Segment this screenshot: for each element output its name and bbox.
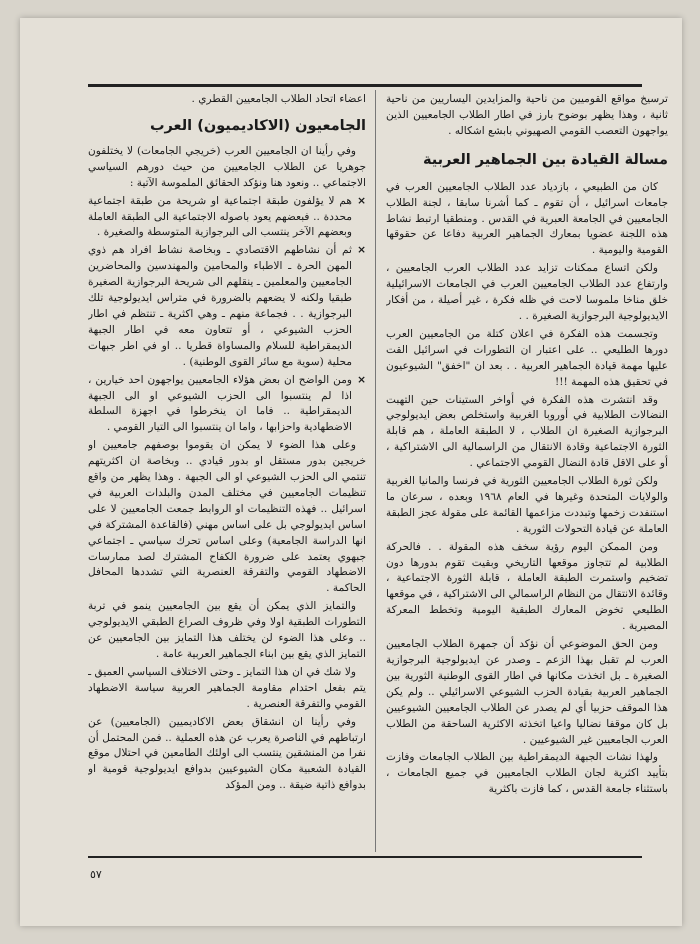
left-paragraph: وعلى هذا الضوء لا يمكن ان يقوموا بوصفهم جامعيين او خريجين بدور مستقل او بدور قيادي .. وبخاصة ان اكثريتهم تنتمي الى الحزب الشيوعي او الى الجبهة . وهذا يظهر من واقع تنظيمات الجامعيين في مختلف المدن والبلدات العربية في اسرائيل .. فهذه التنظيمات او الروابط جمعت الجامعيين لا على اساس ايديولوجي بل على اساس مهني (فالقاعدة المشتركة في انها الدراسة الجامعية) وعلى اساس تحرك سياسي ـ اجتماعي جبهوي يعتمد على ضرورة الكفاح المشترك لصد ممارسات الاضطهاد القومي والتفرقة العنصرية التي تشددها المحافل الحاكمة . [88, 439, 366, 595]
bullet-x-icon: × [357, 373, 366, 386]
right-paragraph: ولكن ثورة الطلاب الجامعيين الثورية في فرنسا والمانيا الغربية والولايات المتحدة وغيرها في العام ١٩٦٨ وبعده ، سرعان ما استنفدت زخمها وتبددت مزاعمها القائمة على مقولة عجز الطبقة العاملة عن قيادة التحولات الثورية . [386, 475, 668, 535]
left-intro-paragraph: وفي رأينا ان الجامعيين العرب (خريجي الجامعات) لا يختلفون جوهريا عن الطلاب الجامعيين من حيث دورهم السياسي الاجتماعي .. ونعود هنا ونؤكد الحقائق الملموسة الآتية : [88, 144, 366, 189]
top-rule [88, 84, 642, 87]
bullet-x-icon: × [357, 244, 366, 257]
list-item: × هم لا يؤلفون طبقة اجتماعية او شريحة من طبقة اجتماعية محددة .. فبعضهم يعود باصوله الاجتماعية الى الطبقة العاملة وبعضهم الآخر ينتسب الى البرجوازية المتوسطة والصغيرة . [88, 194, 366, 239]
left-column [88, 92, 366, 852]
magazine-page [20, 18, 682, 926]
left-paragraph: ولا شك في ان هذا التمايز ـ وحتى الاختلاف السياسي العميق ـ يتم بفعل احتدام مقاومة الجماهير العربية سياسة الاضطهاد القومي والتفرقة العنصرية . [88, 665, 366, 710]
page-number: ٥٧ [90, 868, 102, 881]
left-paragraph: والتمايز الذي يمكن أن يقع بين الجامعيين ينمو في تربة التطورات الطبقية اولا وفي ظروف الصراع الطبقي الايديولوجي .. وعلى هذا الضوء لن يختلف هذا التمايز بين الجامعيين عن التمايز الذي يقع بين ابناء الجماهير العربية عامة . [88, 600, 366, 660]
right-paragraph: ولهذا نشات الجبهة الديمقراطية بين الطلاب الجامعات وفازت بتأييد اكثرية لجان الطلاب الجامعيين في جميع الجامعات ، باستثناء جامعة القدس ، كما فازت باكثرية [386, 751, 668, 796]
right-paragraph: ولكن اتساع ممكنات تزايد عدد الطلاب العرب الجامعيين ، وارتفاع عدد الطلاب الجامعيين العرب في الجامعات الاسرائيلية خلق مناخا ملموسا لاحت في ظله فكرة ، غير أصيلة ، من أفكار الايديولوجية البرجوازية الصغيرة . . [386, 262, 668, 322]
list-item: × ثم أن نشاطهم الاقتصادي ـ وبخاصة نشاط افراد هم ذوي المهن الحرة ـ الاطباء والمحامين والمهندسين والمحاضرين الجامعيين والمعلمين ـ ينقلهم الى شريحة البرجوازية الصغيرة طبقيا ولكنه لا يضعهم بالضرورة في متراس ايديولوجية تلك البرجوازية . . فجماعة منهم ـ وهي اكثرية ـ تنتظم في اطار الحزب الشيوعي ، أو تتعاون معه في اطار الجبهة الديمقراطية للسلام والمساواة قطريا .. او في اطر جبهات محلية (سوية مع سائر القوى الوطنية) . [88, 244, 366, 368]
list-item: × ومن الواضح ان بعض هؤلاء الجامعيين يواجهون احد خيارين ، اذا لم ينتسبوا الى الحزب الشيوعي او الى الجبهة الديمقراطية .. فاما ان ينخرطوا في اجهزة السلطة الاضطهادية واحزابها ، واما ان ينتسبوا الى التيار القومي . [88, 373, 366, 434]
points-list [88, 194, 366, 437]
right-paragraph: ومن الحق الموضوعي أن نؤكد أن جمهرة الطلاب الجامعيين العرب لم تقبل بهذا الزعم ـ وصدر عن ايديولوجية البرجوازية الصغيرة ـ بل اتخذت مكانها في اطار القوى الوطنية الثورية بين الجماهير العربية بقيادة الحزب الشيوعي الاسرائيلي .. ولم يكن هذا الموقف حزبيا أي لم يصدر عن الطلاب الجامعيين الشيوعيين بل كان موقفا نضاليا واعيا اتخذته الاكثرية الساحقة من الطلاب العرب الجامعيين غير الشيوعيين . [386, 638, 668, 746]
column-divider [375, 90, 376, 852]
left-paragraph: وفي رأينا ان انشقاق بعض الاكاديميين (الجامعيين) عن ارتباطهم في الناصرة يعرب عن هذه العملية .. فمن المحتمل أن نفرا من المنشقين ينتسب الى اولئك الطامعين في احتلال موقع القيادة الشعبية مكان الشيوعيين بدوافع ايديولوجية قومية او بدوافع ذاتية ضيقة .. ومن المؤكد [88, 715, 366, 792]
section-heading-leadership: مسالة القيادة بين الجماهير العربية [422, 151, 668, 168]
section-heading-academics: الجامعيون (الاكاديميون) العرب [149, 117, 366, 134]
bullet-x-icon: × [357, 194, 366, 207]
right-paragraph: كان من الطبيعي ، بازدياد عدد الطلاب الجامعيين العرب في جامعات اسرائيل ، أن تقوم ـ كما أشرنا سابقا ، لجنة الطلاب الجامعيين في الجامعة العبرية في القدس . ومنطقيا ارتبط نشاط هذه اللجنة عضويا بمعارك الجماهير العربية دفاعا عن حقوقها القومية واليومية . [386, 180, 668, 257]
right-paragraph: وقد انتشرت هذه الفكرة في أواخر الستينات حين التهبت النضالات الطلابية في أوروبا الغربية واستخلص بعض ايديولوجي البرجوازية الصغيرة ان الطلاب ، لا الطبقة العاملة ، هم قابلة الثورة الاجتماعية وقادة الانتقال من الراسمالية الى الاشتراكية ، أو على الاقل قادة النضال القومي الاجتماعي . [386, 393, 668, 470]
right-paragraph: وتجسمت هذه الفكرة في اعلان كتلة من الجامعيين العرب دورها الطليعي .. على اعتبار ان التطورات في اسرائيل القت عليها مهمة قيادة الجماهير العربية . . بعد ان "اخفق" الشيوعيون في تحقيق هذه المهمة !!! [386, 327, 668, 388]
right-column [386, 92, 668, 852]
bottom-rule [88, 856, 642, 858]
right-paragraph: ومن الممكن اليوم رؤية سخف هذه المقولة . . فالحركة الطلابية لم تتجاوز موقعها التاريخي وبقيت تقوم بدورها دون تضخيم واستمرت الطبقة العاملة ، قابلة الثورة الاجتماعية ، وقائدة الانتقال من النظام الراسمالي الى الاشتراكية ، في موقعها الطليعي تخوض المعارك الطبقية اليومية وتخطط المعركة المصيرية . [386, 540, 668, 633]
left-opening-text: اعضاء اتحاد الطلاب الجامعيين القطري . [191, 93, 366, 105]
right-opening-text: ترسيخ مواقع القوميين من ناحية والمزايدين اليساريين من ناحية ثانية ، وهذا يظهر بوضوح بارز في اطار الطلاب الجامعيين الذين يواجهون التعصب القومي الصهيوني بابشع اشكاله . [386, 93, 668, 137]
